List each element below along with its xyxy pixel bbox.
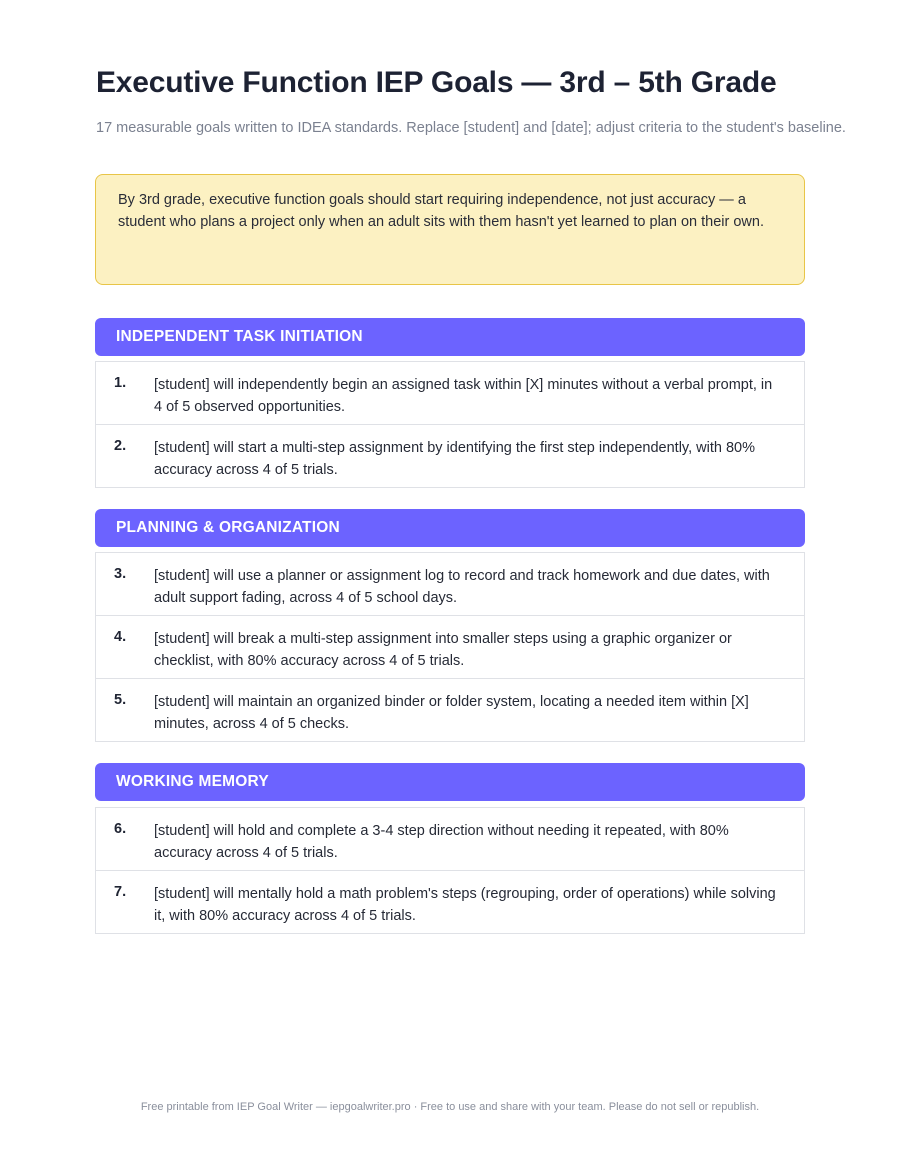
goal-row xyxy=(96,425,804,488)
goal-text: [student] will hold and complete a 3-4 step direction without needing it repeated, with 80% accuracy across 4 of 5 trials. xyxy=(154,823,729,861)
callout-note xyxy=(95,174,805,285)
section-title: INDEPENDENT TASK INITIATION xyxy=(116,328,363,345)
goal-row xyxy=(96,808,804,871)
page-subtitle: 17 measurable goals written to IDEA standards. Replace [student] and [date]; adjust criteria to the student's baseline. xyxy=(96,120,846,136)
goal-number: 7. xyxy=(114,884,127,900)
goal-number: 2. xyxy=(114,438,127,454)
goal-text: [student] will use a planner or assignment log to record and track homework and due dates, with adult support fading, across 4 of 5 school days. xyxy=(154,568,770,606)
goal-row xyxy=(96,362,804,425)
goal-row xyxy=(96,553,804,616)
goal-row xyxy=(96,679,804,742)
goal-number: 1. xyxy=(114,375,127,391)
footer-text: Free printable from IEP Goal Writer — iepgoalwriter.pro · Free to use and share with your team. Please do not sell or republish. xyxy=(140,1101,760,1113)
page-title: Executive Function IEP Goals — 3rd – 5th Grade xyxy=(96,66,777,99)
goal-row xyxy=(96,616,804,679)
goal-list-task-initiation xyxy=(95,361,805,488)
section-title: PLANNING & ORGANIZATION xyxy=(116,519,340,536)
goal-list-working-memory xyxy=(95,807,805,934)
callout-text: By 3rd grade, executive function goals should start requiring independence, not just accuracy — a student who plans a project only when an adult sits with them hasn't yet learned to plan on their own. xyxy=(118,192,764,230)
section-header-planning-organization xyxy=(95,509,805,547)
goal-number: 6. xyxy=(114,821,127,837)
section-header-task-initiation xyxy=(95,318,805,356)
goal-text: [student] will mentally hold a math problem's steps (regrouping, order of operations) while solving it, with 80% accuracy across 4 of 5 trials. xyxy=(154,886,776,924)
goal-number: 5. xyxy=(114,692,127,708)
goal-text: [student] will break a multi-step assignment into smaller steps using a graphic organizer or checklist, with 80% accuracy across 4 of 5 trials. xyxy=(154,631,732,669)
goal-text: [student] will start a multi-step assignment by identifying the first step independently, with 80% accuracy across 4 of 5 trials. xyxy=(154,440,755,478)
goal-number: 3. xyxy=(114,566,127,582)
goal-number: 4. xyxy=(114,629,127,645)
page-footer xyxy=(0,1101,900,1113)
section-title: WORKING MEMORY xyxy=(116,773,269,790)
goal-text: [student] will independently begin an assigned task within [X] minutes without a verbal prompt, in 4 of 5 observed opportunities. xyxy=(154,377,773,415)
section-header-working-memory xyxy=(95,763,805,801)
goal-list-planning-organization xyxy=(95,552,805,742)
goal-row xyxy=(96,871,804,934)
goal-text: [student] will maintain an organized binder or folder system, locating a needed item within [X] minutes, across 4 of 5 checks. xyxy=(154,694,749,732)
